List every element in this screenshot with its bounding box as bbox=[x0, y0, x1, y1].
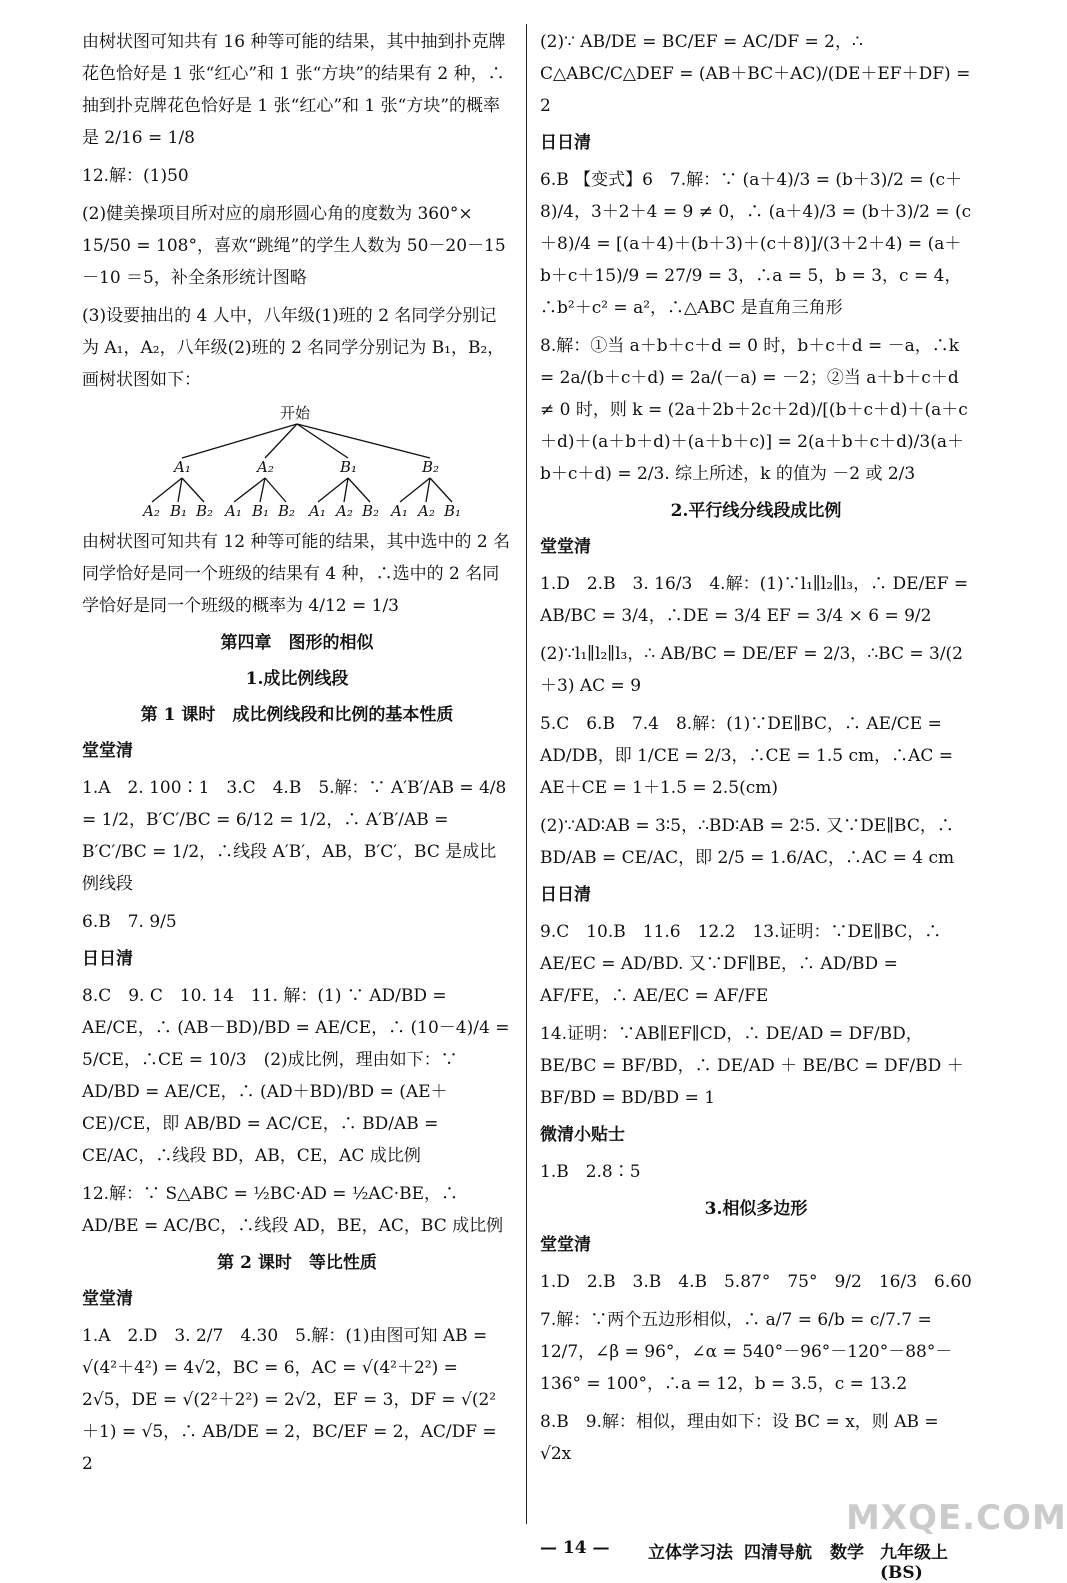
answers: 6.B 7. 9/5 bbox=[82, 912, 177, 932]
answers: 8.C 9. C 10. 14 11. 解：(1) ∵ AD/BD = AE/CE，∴ (AB－BD)/BD = AE/CE，∴ (10－4)/4 = 5/CE，∴CE = 10/3 (2)成比例，理由如下：∵ AD/BD = AE/CE，∴ (AD＋BD)/BD = (AE＋CE)/CE，即 AB/BD = AC/CE，∴ BD/AB = CE/AC，∴线段 BD，AB，CE，AC 成比例 bbox=[82, 986, 510, 1166]
answer-12-3: (3)设要抽出的 4 人中，八年级(1)班的 2 名同学分别记为 A₁，A₂，八年级(2)班的 2 名同学分别记为 B₁，B₂，画树状图如下： bbox=[82, 306, 505, 390]
answers: 1.D 2.B 3. 16/3 4.解：(1)∵l₁∥l₂∥l₃，∴ DE/EF = AB/BC = 3/4，∴DE = 3/4 EF = 3/4 × 6 = 9/2 bbox=[540, 574, 969, 626]
grade: 九年级上(BS) bbox=[880, 1543, 948, 1583]
section-title: 3.相似多边形 bbox=[704, 1199, 808, 1219]
label-ririqing: 日日清 bbox=[540, 133, 591, 153]
answer-12-2: (2)健美操项目所对应的扇形圆心角的度数为 360°× 15/50 = 108°，喜欢“跳绳”的学生人数为 50－20－15－10 ＝5，补全条形统计图略 bbox=[82, 204, 506, 288]
watermark-logo: MXQE.COM bbox=[846, 1498, 1067, 1538]
lesson-title: 第 1 课时 成比例线段和比例的基本性质 bbox=[140, 705, 454, 725]
section-title: 2.平行线分线段成比例 bbox=[670, 501, 842, 521]
answers: 8.B 9.解：相似，理由如下：设 BC = x，则 AB = √2x bbox=[540, 1412, 939, 1464]
column-divider bbox=[526, 24, 527, 1524]
answers: 1.B 2.8∶5 bbox=[540, 1162, 641, 1182]
label-tangtangqing: 堂堂清 bbox=[540, 537, 591, 557]
answers: 1.A 2.D 3. 2/7 4.30 5.解：(1)由图可知 AB = √(4²＋4²) = 4√2，BC = 6，AC = √(4²＋2²) = 2√5，DE = √(2²＋2²) = 2√2，EF = 3，DF = √(2²＋1) = √5，∴ AB/DE = 2，BC/EF = 2，AC/DF = 2 bbox=[82, 1326, 497, 1474]
tree-leaf: A₁ bbox=[309, 502, 326, 520]
series-name: 立体学习法 bbox=[648, 1543, 733, 1563]
answers: (2)∵ AB/DE = BC/EF = AC/DF = 2，∴ C△ABC/C△DEF = (AB＋BC＋AC)/(DE＋EF＋DF) = 2 bbox=[540, 32, 971, 116]
answers: (2)∵AD∶AB = 3∶5，∴BD∶AB = 2∶5. 又∵DE∥BC，∴ BD/AB = CE/AC，即 2/5 = 1.6/AC，∴AC = 4 cm bbox=[540, 816, 955, 868]
book-subtitle: 四清导航 bbox=[744, 1543, 812, 1563]
tree-root: 开始 bbox=[280, 404, 311, 422]
tree-leaf: B₁ bbox=[444, 502, 462, 520]
tree-leaf: A₁ bbox=[391, 502, 408, 520]
label-tangtangqing: 堂堂清 bbox=[540, 1235, 591, 1255]
lesson-title: 第 2 课时 等比性质 bbox=[217, 1253, 377, 1273]
tree-diagram bbox=[82, 402, 512, 522]
answers: 5.C 6.B 7.4 8.解：(1)∵DE∥BC，∴ AE/CE = AD/DB，即 1/CE = 2/3，∴CE = 1.5 cm，∴AC = AE＋CE = 1＋1.5 = 2.5(cm) bbox=[540, 714, 954, 798]
answers: 1.A 2. 100∶1 3.C 4.B 5.解：∵ A′B′/AB = 4/8 = 1/2，B′C′/BC = 6/12 = 1/2，∴ A′B′/AB = B′C′/BC = 1/2，∴线段 A′B′，AB，B′C′，BC 是成比例线段 bbox=[82, 778, 507, 894]
tree-level1-node: A₂ bbox=[257, 458, 274, 476]
label-ririqing: 日日清 bbox=[82, 949, 133, 969]
right-column bbox=[540, 26, 972, 1476]
tree-leaf: A₁ bbox=[225, 502, 242, 520]
chapter-title: 第四章 图形的相似 bbox=[220, 633, 374, 653]
page-footer bbox=[540, 1538, 980, 1583]
left-column bbox=[82, 26, 512, 1486]
tree-leaf: B₂ bbox=[362, 502, 380, 520]
paragraph: 由树状图可知共有 12 种等可能的结果，其中选中的 2 名同学恰好是同一个班级的结果有 4 种，∴选中的 2 名同学恰好是同一个班级的概率为 4/12 = 1/3 bbox=[82, 532, 511, 616]
answers: 7.解：∵两个五边形相似，∴ a/7 = 6/b = c/7.7 = 12/7，∠β = 96°，∠α = 540°－96°－120°－88°－136° = 100°，∴a = 12，b = 3.5，c = 13.2 bbox=[540, 1310, 953, 1394]
paragraph: 由树状图可知共有 16 种等可能的结果，其中抽到扑克牌花色恰好是 1 张“红心”和 1 张“方块”的结果有 2 种，∴抽到扑克牌花色恰好是 1 张“红心”和 1 张“方块”的概率是 2/16 = 1/8 bbox=[82, 32, 506, 148]
label-ririqing: 日日清 bbox=[540, 885, 591, 905]
tree-level1-node: B₁ bbox=[340, 458, 358, 476]
tree-leaf: B₂ bbox=[196, 502, 214, 520]
tree-leaf: B₁ bbox=[252, 502, 270, 520]
answers: 8.解：①当 a＋b＋c＋d = 0 时，b＋c＋d = －a，∴k = 2a/(b＋c＋d) = 2a/(－a) = －2；②当 a＋b＋c＋d ≠ 0 时，则 k = (2a＋2b＋2c＋2d)/[(b＋c＋d)＋(a＋c＋d)＋(a＋b＋d)＋(a＋b＋c)] = 2(a＋b＋c＋d)/3(a＋b＋c＋d) = 2/3. 综上所述，k 的值为 －2 或 2/3 bbox=[540, 336, 968, 484]
label-weiqing: 微清小贴士 bbox=[540, 1125, 625, 1145]
page-number: — 14 — bbox=[540, 1538, 610, 1558]
tree-leaf: B₂ bbox=[278, 502, 296, 520]
tree-leaf: B₁ bbox=[170, 502, 188, 520]
tree-leaf: A₂ bbox=[143, 502, 160, 520]
answers: 6.B 【变式】6 7.解：∵ (a＋4)/3 = (b＋3)/2 = (c＋8)/4，3＋2＋4 = 9 ≠ 0，∴ (a＋4)/3 = (b＋3)/2 = (c＋8)/4 = [(a＋4)＋(b＋3)＋(c＋8)]/(3＋2＋4) = (a＋b＋c＋15)/9 = 27/9 = 3，∴a = 5，b = 3，c = 4，∴b²＋c² = a²，∴△ABC 是直角三角形 bbox=[540, 170, 972, 318]
answer-12-1: 12.解：(1)50 bbox=[82, 166, 189, 186]
label-tangtangqing: 堂堂清 bbox=[82, 1289, 133, 1309]
answers: 1.D 2.B 3.B 4.B 5.87° 75° 9/2 16/3 6.60 bbox=[540, 1272, 972, 1292]
answers: 9.C 10.B 11.6 12.2 13.证明：∵DE∥BC，∴ AE/EC = AD/BD. 又∵DF∥BE，∴ AD/BD = AF/FE，∴ AE/EC = AF/FE bbox=[540, 922, 942, 1006]
subject: 数学 bbox=[830, 1543, 864, 1563]
tree-leaf: A₂ bbox=[336, 502, 353, 520]
answers: 14.证明：∵AB∥EF∥CD，∴ DE/AD = DF/BD，BE/BC = BF/BD，∴ DE/AD ＋ BE/BC = DF/BD ＋ BF/BD = BD/BD = 1 bbox=[540, 1024, 964, 1108]
answers: (2)∵l₁∥l₂∥l₃，∴ AB/BC = DE/EF = 2/3，∴BC = 3/(2＋3) AC = 9 bbox=[540, 644, 963, 696]
tree-level1-node: B₂ bbox=[422, 458, 440, 476]
answers: 12.解：∵ S△ABC = ½BC·AD = ½AC·BE，∴ AD/BE = AC/BC，∴线段 AD，BE，AC，BC 成比例 bbox=[82, 1184, 504, 1236]
tree-leaf: A₂ bbox=[418, 502, 435, 520]
section-title: 1.成比例线段 bbox=[245, 669, 349, 689]
label-tangtangqing: 堂堂清 bbox=[82, 741, 133, 761]
tree-level1-node: A₁ bbox=[174, 458, 191, 476]
